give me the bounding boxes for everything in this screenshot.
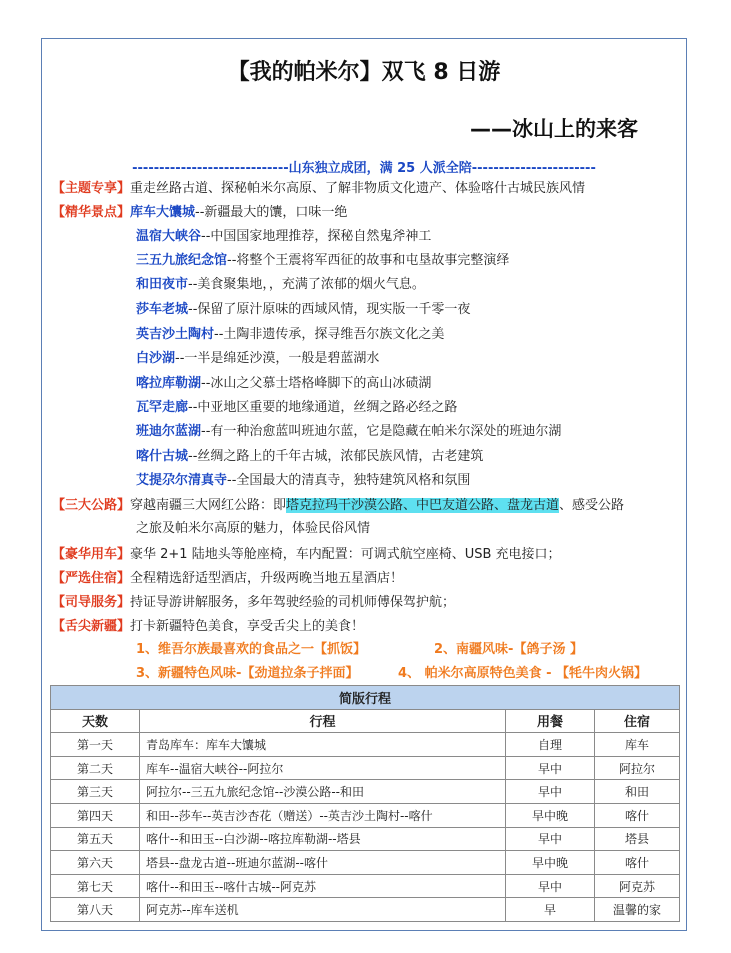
- highlight-desc: --土陶非遗传承，探寻维吾尔族文化之美: [214, 327, 445, 342]
- guide-tag: 【司导服务】: [52, 595, 131, 610]
- highlight-desc: --新疆最大的馕，口味一绝: [195, 205, 348, 220]
- highlight-name: 三五九旅纪念馆: [136, 253, 228, 268]
- cell-day: 第七天: [51, 874, 140, 898]
- highlight-desc: --中亚地区重要的地缘通道，丝绸之路必经之路: [188, 400, 458, 415]
- highlight-row: [136, 448, 680, 466]
- table-row: [51, 803, 680, 827]
- cell-day: 第四天: [51, 803, 140, 827]
- cell-day: 第一天: [51, 733, 140, 757]
- cell-meal: 早中晚: [506, 803, 595, 827]
- roads-highlight: 塔克拉玛干沙漠公路、中巴友道公路、盘龙古道: [286, 498, 560, 513]
- highlight-desc: --有一种治愈蓝叫班迪尔蓝，它是隐藏在帕米尔深处的班迪尔湖: [201, 424, 562, 439]
- highlight-name: 温宿大峡谷: [136, 229, 202, 244]
- cell-hotel: 阿拉尔: [595, 756, 680, 780]
- highlight-name: 喀什古城: [136, 449, 189, 464]
- itinerary-table: [50, 685, 680, 922]
- cell-meal: 早中: [506, 827, 595, 851]
- header-route: 行程: [140, 709, 506, 733]
- cell-hotel: 喀什: [595, 803, 680, 827]
- table-header-row: [51, 709, 680, 733]
- roads-row: [52, 497, 680, 515]
- food-tag: 【舌尖新疆】: [52, 619, 131, 634]
- highlight-desc: --保留了原汁原味的西域风情，现实版一千零一夜: [188, 302, 471, 317]
- page-subtitle: ——冰山上的来客: [470, 117, 638, 141]
- cell-meal: 早中晚: [506, 851, 595, 875]
- highlights-tag: 【精华景点】: [52, 205, 131, 220]
- cell-route: 阿拉尔--三五九旅纪念馆--沙漠公路--和田: [140, 780, 506, 804]
- header-meal: 用餐: [506, 709, 595, 733]
- vehicle-row: [52, 546, 680, 564]
- highlight-row: [136, 399, 680, 417]
- header-day: 天数: [51, 709, 140, 733]
- cell-meal: 早中: [506, 756, 595, 780]
- roads-post: 、感受公路: [559, 498, 625, 513]
- highlight-name: 艾提尕尔清真寺: [136, 473, 228, 488]
- highlight-row: [136, 326, 680, 344]
- highlight-name: 喀拉库勒湖: [136, 376, 202, 391]
- highlight-row: [136, 350, 680, 368]
- table-row: [51, 780, 680, 804]
- itinerary-caption: 简版行程: [51, 686, 680, 710]
- table-row: [51, 827, 680, 851]
- highlight-desc: --全国最大的清真寺，独特建筑风格和氛围: [227, 473, 471, 488]
- page-title: 【我的帕米尔】双飞 8 日游: [227, 60, 501, 85]
- highlight-desc: --将整个王震将军西征的故事和屯垦故事完整演绎: [227, 253, 510, 268]
- highlight-row: [136, 375, 680, 393]
- food-row: [52, 618, 680, 636]
- cell-route: 喀什--和田玉--白沙湖--喀拉库勒湖--塔县: [140, 827, 506, 851]
- guide-text: 持证导游讲解服务，多年驾驶经验的司机师傅保驾护航；: [130, 595, 456, 610]
- highlight-desc: --中国国家地理推荐，探秘自然鬼斧神工: [201, 229, 432, 244]
- highlight-name: 英吉沙土陶村: [136, 327, 215, 342]
- theme-tag: 【主题专享】: [52, 181, 131, 196]
- hotel-row: [52, 570, 680, 588]
- highlight-row: [136, 228, 680, 246]
- highlight-row: [52, 204, 680, 222]
- cell-meal: 早中: [506, 874, 595, 898]
- cell-route: 喀什--和田玉--喀什古城--阿克苏: [140, 874, 506, 898]
- group-notice: -----------------------------山东独立成团，满 25 人派全陪-----------------------: [132, 161, 596, 176]
- food-text: 打卡新疆特色美食，享受舌尖上的美食！: [130, 619, 365, 634]
- cell-day: 第三天: [51, 780, 140, 804]
- highlight-desc: --美食聚集地，，充满了浓郁的烟火气息。: [188, 277, 425, 292]
- roads-pre: 穿越南疆三大网红公路：即: [130, 498, 287, 513]
- cell-day: 第五天: [51, 827, 140, 851]
- cell-day: 第六天: [51, 851, 140, 875]
- food-item: 2、南疆风味-【鸽子汤 】: [434, 642, 583, 657]
- header-hotel: 住宿: [595, 709, 680, 733]
- cell-meal: 早: [506, 898, 595, 922]
- highlight-name: 瓦罕走廊: [136, 400, 189, 415]
- roads-row-2: 之旅及帕米尔高原的魅力，体验民俗风情: [136, 521, 371, 536]
- cell-hotel: 塔县: [595, 827, 680, 851]
- food-item: 1、维吾尔族最喜欢的食品之一【抓饭】: [136, 642, 367, 657]
- cell-meal: 早中: [506, 780, 595, 804]
- highlight-desc: --一半是绵延沙漠，一般是碧蓝湖水: [175, 351, 380, 366]
- highlight-name: 和田夜市: [136, 277, 189, 292]
- cell-day: 第八天: [51, 898, 140, 922]
- theme-text: 重走丝路古道、探秘帕米尔高原、了解非物质文化遗产、体验喀什古城民族风情: [130, 181, 586, 196]
- cell-hotel: 和田: [595, 780, 680, 804]
- guide-row: [52, 594, 680, 612]
- hotel-tag: 【严选住宿】: [52, 571, 131, 586]
- highlight-row: [136, 472, 680, 490]
- cell-route: 和田--莎车--英吉沙杏花（赠送）--英吉沙土陶村--喀什: [140, 803, 506, 827]
- theme-row: [52, 180, 680, 198]
- table-row: [51, 851, 680, 875]
- cell-route: 青岛库车：库车大馕城: [140, 733, 506, 757]
- highlight-desc: --冰山之父慕士塔格峰脚下的高山冰碛湖: [201, 376, 432, 391]
- brochure-page: [41, 38, 687, 931]
- cell-meal: 自理: [506, 733, 595, 757]
- table-row: [51, 898, 680, 922]
- cell-hotel: 库车: [595, 733, 680, 757]
- hotel-text: 全程精选舒适型酒店，升级两晚当地五星酒店！: [130, 571, 404, 586]
- highlight-desc: --丝绸之路上的千年古城，浓郁民族风情，古老建筑: [188, 449, 484, 464]
- table-row: [51, 733, 680, 757]
- food-item: 4、 帕米尔高原特色美食 - 【牦牛肉火锅】: [398, 666, 648, 681]
- highlight-name: 班迪尔蓝湖: [136, 424, 202, 439]
- highlight-row: [136, 423, 680, 441]
- vehicle-text: 豪华 2+1 陆地头等舱座椅，车内配置：可调式航空座椅、USB 充电接口；: [130, 547, 561, 562]
- highlight-row: [136, 301, 680, 319]
- highlight-row: [136, 252, 680, 270]
- cell-hotel: 阿克苏: [595, 874, 680, 898]
- cell-hotel: 喀什: [595, 851, 680, 875]
- vehicle-tag: 【豪华用车】: [52, 547, 131, 562]
- food-item: 3、新疆特色风味-【劲道拉条子拌面】: [136, 666, 359, 681]
- highlight-name: 莎车老城: [136, 302, 189, 317]
- highlight-name: 库车大馕城: [130, 205, 196, 220]
- cell-hotel: 温馨的家: [595, 898, 680, 922]
- table-row: [51, 756, 680, 780]
- highlight-row: [136, 276, 680, 294]
- highlight-name: 白沙湖: [136, 351, 176, 366]
- table-row: [51, 874, 680, 898]
- cell-route: 库车--温宿大峡谷--阿拉尔: [140, 756, 506, 780]
- cell-route: 阿克苏--库车送机: [140, 898, 506, 922]
- roads-tag: 【三大公路】: [52, 498, 131, 513]
- cell-route: 塔县--盘龙古道--班迪尔蓝湖--喀什: [140, 851, 506, 875]
- cell-day: 第二天: [51, 756, 140, 780]
